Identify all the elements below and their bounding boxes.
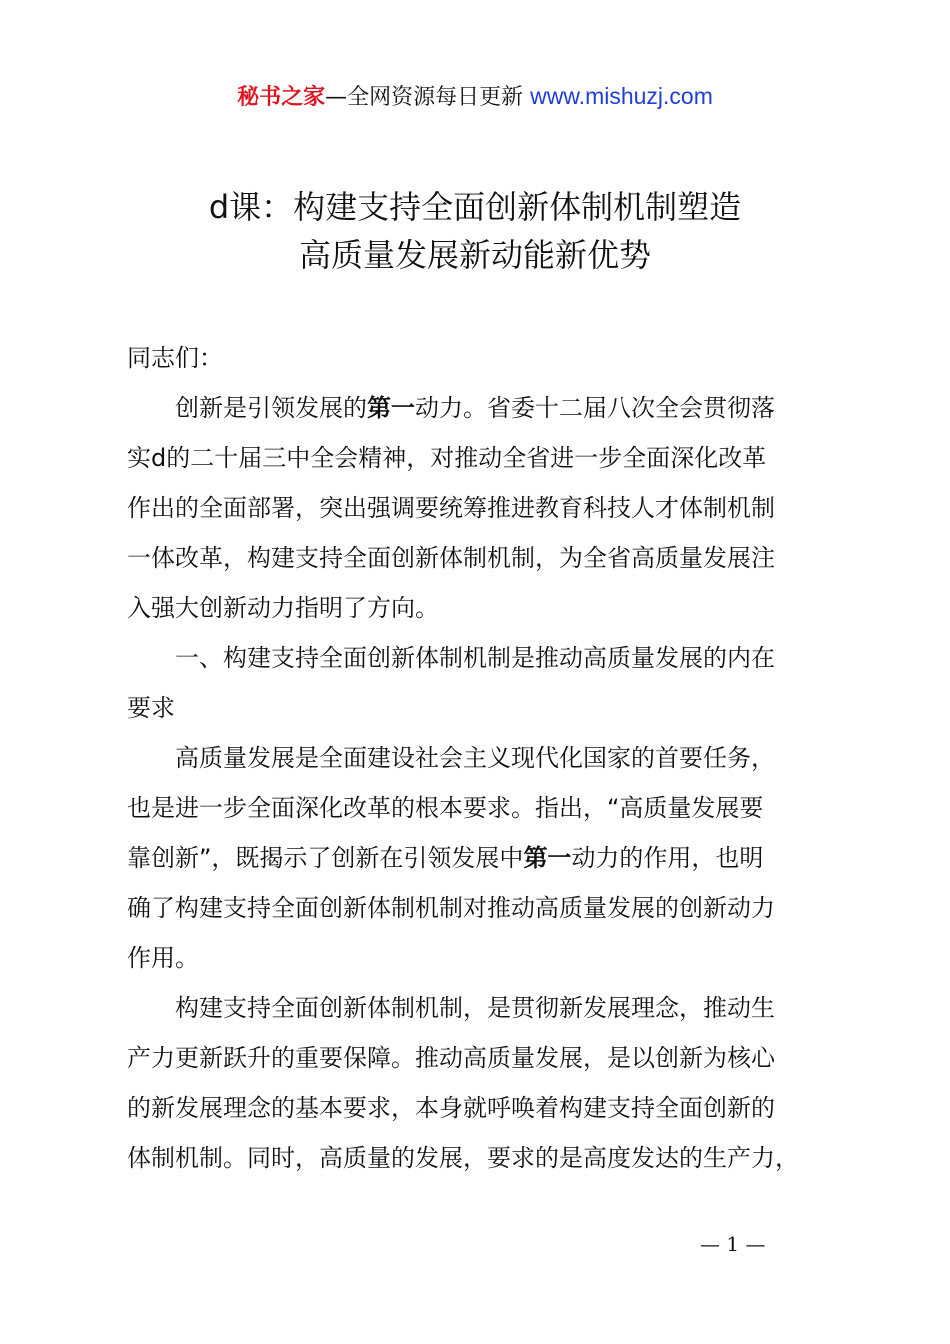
paragraph-1 — [127, 383, 837, 633]
paragraph-1-bold: 第一 — [367, 394, 415, 422]
paragraph-1-text-a: 创新是引领发展的 — [175, 394, 367, 422]
paragraph-1-text-b: 动力。省委十二届八次全会贯彻落 实d的二十届三中全会精神，对推动全省进一步全面深化改革 作出的全面部署，突出强调要统筹推进教育科技人才体制机制 一体改革，构建支持全面创新体制机制，为全省高质量发展注 入强大创新动力指明了方向。 — [127, 394, 775, 622]
paragraph-2-text-a: 高质量发展是全面建设社会主义现代化国家的首要任务， 也是进一步全面深化改革的根本要求。指出，“高质量发展要 靠创新”，既揭示了创新在引领发展中 — [127, 744, 775, 872]
paragraph-2-bold: 第一 — [523, 844, 572, 872]
site-tagline: —全网资源每日更新 — [325, 85, 524, 110]
paragraph-3: 构建支持全面创新体制机制，是贯彻新发展理念，推动生 产力更新跃升的重要保障。推动高质量发展，是以创新为核心 的新发展理念的基本要求，本身就呼唤着构建支持全面创新的 体制机制。同时，高质量的发展，要求的是高度发达的生产力， — [127, 994, 799, 1172]
title-line-1: d课：构建支持全面创新体制机制塑造 — [208, 188, 742, 226]
paragraph-2-text-b: 动力的作用，也明 确了构建支持全面创新体制机制对推动高质量发展的创新动力 作用。 — [127, 844, 775, 972]
title-line-2: 高质量发展新动能新优势 — [298, 236, 651, 274]
paragraph-2 — [127, 733, 837, 983]
document-title — [0, 183, 950, 279]
site-header — [0, 80, 950, 114]
document-body — [127, 333, 837, 1183]
salutation: 同志们： — [127, 344, 223, 372]
page-number: — 1 — — [700, 1232, 766, 1256]
section-heading-1: 一、构建支持全面创新体制机制是推动高质量发展的内在 要求 — [127, 644, 775, 722]
site-url-link[interactable]: www.mishuzj.com — [530, 83, 713, 109]
site-brand: 秘书之家 — [237, 85, 326, 110]
